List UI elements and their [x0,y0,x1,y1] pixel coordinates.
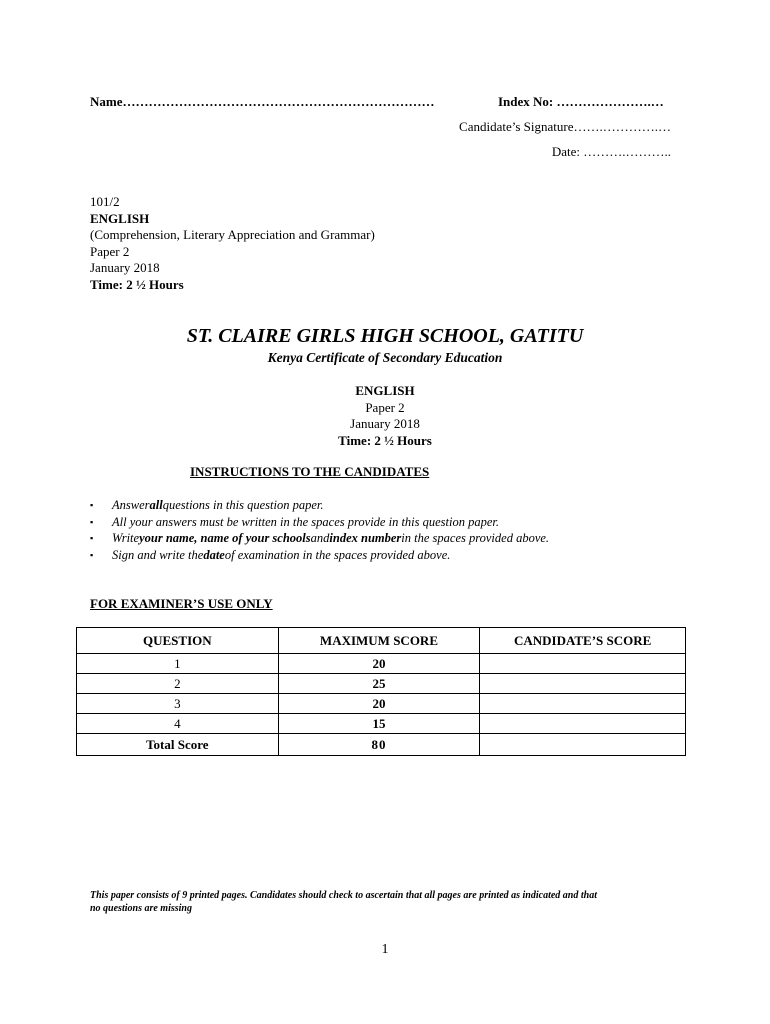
candidate-score-cell[interactable] [480,674,686,694]
total-score-label: Total Score [77,734,279,756]
course-subject: ENGLISH [90,210,150,226]
max-score: 15 [278,714,480,734]
examiner-heading: FOR EXAMINER’S USE ONLY [90,596,273,611]
score-table [76,627,686,756]
total-candidate-score-cell[interactable] [480,734,686,756]
candidate-signature-field[interactable]: Candidate’s Signature…….………….… [459,119,671,134]
table-row [77,654,686,674]
name-field[interactable]: Name……………………………………………………………… [90,94,435,109]
total-max-score: 80 [278,734,480,756]
instructions-list [90,497,549,563]
title-time: Time: 2 ½ Hours [338,433,432,448]
max-score: 20 [278,654,480,674]
candidate-score-cell[interactable] [480,654,686,674]
table-row [77,694,686,714]
max-score: 25 [278,674,480,694]
exam-title: Kenya Certificate of Secondary Education [267,350,503,365]
index-number-field[interactable]: Index No: ………………….… [498,94,664,109]
course-code: 101/2 [90,194,120,209]
candidate-score-cell[interactable] [480,714,686,734]
instruction-item: ▪ All your answers must be written in the spaces provide in this question paper. [90,514,500,529]
question-number: 2 [77,674,279,694]
title-paper: Paper 2 [365,400,405,415]
bullet-icon: ▪ [90,516,94,527]
course-components: (Comprehension, Literary Appreciation and Grammar) [90,227,375,243]
total-row [77,734,686,756]
page-count-note: This paper consists of 9 printed pages. Candidates should check to ascertain that all pages are printed as indicated and that no questions are missing [90,890,597,914]
table-row [77,674,686,694]
question-number: 4 [77,714,279,734]
instruction-item: ▪ Write your name, name of your schools and index number in the spaces provided above. [90,531,550,546]
bullet-icon: ▪ [90,533,94,544]
course-date: January 2018 [90,260,160,276]
score-table-header [77,628,686,654]
instruction-item: ▪ Sign and write the date of examination in the spaces provided above. [90,547,451,562]
instructions-heading: INSTRUCTIONS TO THE CANDIDATES [190,464,430,479]
column-header-question: QUESTION [77,628,279,654]
instruction-item: ▪ Answer all questions in this question paper. [90,498,324,512]
title-subject: ENGLISH [355,383,415,398]
table-row [77,714,686,734]
course-info-block [90,194,375,294]
page-number: 1 [381,942,389,957]
title-date: January 2018 [350,416,420,431]
course-paper: Paper 2 [90,243,130,259]
question-number: 1 [77,654,279,674]
max-score: 20 [278,694,480,714]
date-field[interactable]: Date: ……….……….. [551,144,671,159]
bullet-icon: ▪ [90,500,94,510]
question-number: 3 [77,694,279,714]
candidate-score-cell[interactable] [480,694,686,714]
school-title: ST. CLAIRE GIRLS HIGH SCHOOL, GATITU [186,325,584,347]
column-header-candidate-score: CANDIDATE’S SCORE [480,628,686,654]
course-time: Time: 2 ½ Hours [90,276,184,292]
bullet-icon: ▪ [90,549,94,560]
column-header-max-score: MAXIMUM SCORE [278,628,480,654]
